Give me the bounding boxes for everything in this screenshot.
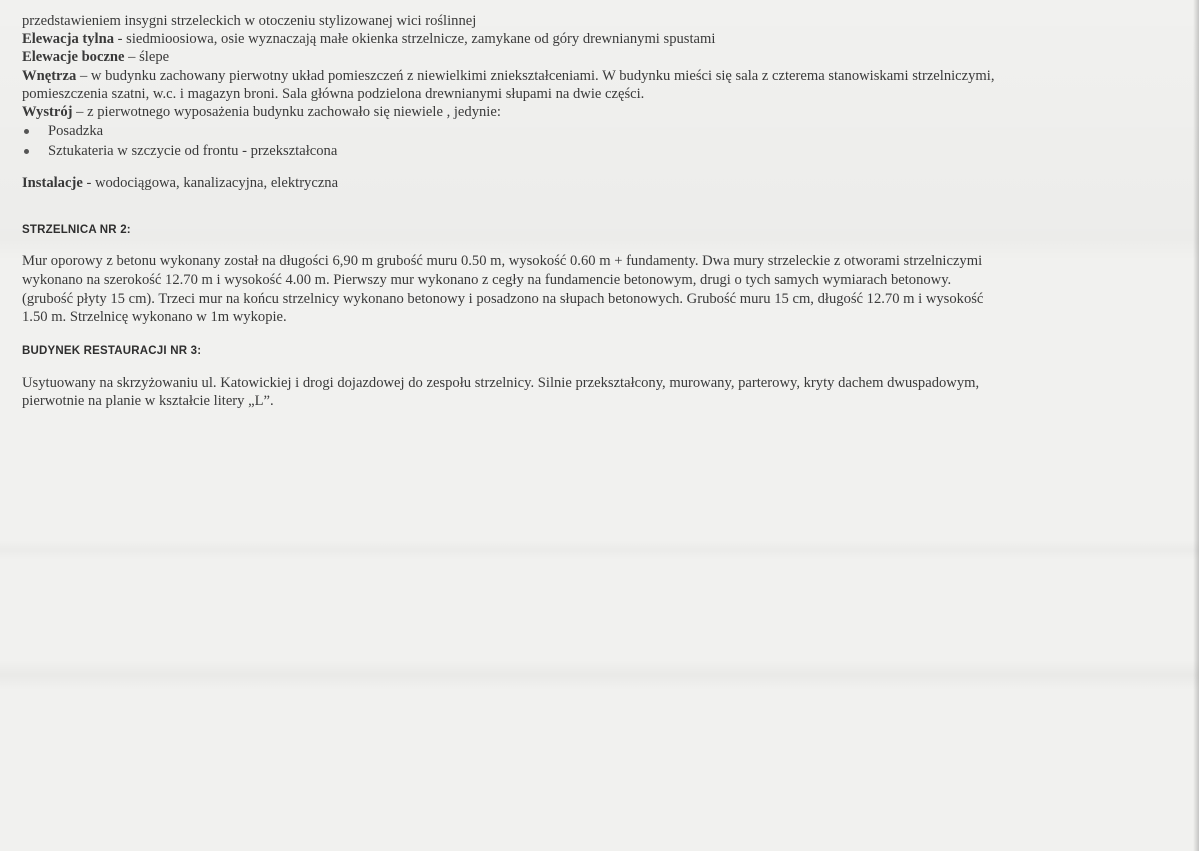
- wnetrza-line-2: [22, 85, 1082, 103]
- restauracja-paragraph: [22, 374, 1082, 411]
- document-content: [22, 12, 1082, 411]
- intro-text: przedstawieniem insygni strzeleckich w otoczeniu stylizowanej wici roślinnej: [22, 13, 477, 29]
- bullet-text: Sztukateria w szczycie od frontu - przekształcona: [48, 143, 338, 160]
- page-edge-shadow: [1193, 0, 1199, 851]
- section-heading-strzelnica: STRZELNICA NR 2:: [22, 224, 131, 237]
- elewacje-boczne-text: – ślepe: [124, 49, 170, 66]
- elewacje-boczne-line: [22, 48, 1082, 66]
- elewacja-tylna-text: - siedmioosiowa, osie wyznaczają małe okienka strzelnicze, zamykane od góry drewnianymi spustami: [114, 31, 716, 48]
- paragraph-line: wykonano na szerokość 12.70 m i wysokość 4.00 m. Pierwszy mur wykonano z cegły na fundamencie betonowym, drugi o tych samych wymiarach betonowy.: [22, 272, 952, 289]
- wystroj-label: Wystrój: [22, 104, 73, 121]
- bullet-icon: [24, 149, 29, 154]
- strzelnica-paragraph: [22, 252, 1082, 326]
- elewacje-boczne-label: Elewacje boczne: [22, 49, 125, 66]
- instalacje-line: [22, 174, 1082, 192]
- instalacje-text: - wodociągowa, kanalizacyjna, elektryczna: [82, 175, 339, 192]
- instalacje-label: Instalacje: [22, 175, 83, 192]
- wystroj-text: – z pierwotnego wyposażenia budynku zachowało się niewiele , jedynie:: [72, 104, 501, 121]
- intro-line: [22, 12, 1082, 30]
- bullet-text: Posadzka: [48, 123, 104, 140]
- bullet-icon: [24, 129, 29, 134]
- paragraph-line: Mur oporowy z betonu wykonany został na długości 6,90 m grubość muru 0.50 m, wysokość 0.60 m + fundamenty. Dwa mury strzeleckie z otworami strzelniczymi: [22, 253, 983, 270]
- paragraph-line: (grubość płyty 15 cm). Trzeci mur na końcu strzelnicy wykonano betonowy i posadzono na słupach betonowych. Grubość muru 15 cm, długość 12.70 m i wysokość: [22, 290, 984, 307]
- wnetrza-label: Wnętrza: [22, 67, 77, 84]
- bullet-item: [22, 121, 1082, 141]
- paragraph-line: Usytuowany na skrzyżowaniu ul. Katowickiej i drogi dojazdowej do zespołu strzelnicy. Silnie przekształcony, murowany, parterowy, kryty dachem dwuspadowym,: [22, 374, 980, 391]
- bullet-item: [22, 141, 1082, 161]
- wystroj-line: [22, 103, 1082, 121]
- section-heading-restauracja: BUDYNEK RESTAURACJI NR 3:: [22, 344, 202, 357]
- wnetrza-text-2: pomieszczenia szatni, w.c. i magazyn broni. Sala główna podzielona drewnianymi słupami na dwie części.: [22, 85, 645, 102]
- elewacja-tylna-label: Elewacja tylna: [22, 31, 115, 48]
- wnetrza-line: [22, 67, 1082, 85]
- paragraph-line: 1.50 m. Strzelnicę wykonano w 1m wykopie.: [22, 309, 287, 326]
- wnetrza-text: – w budynku zachowany pierwotny układ pomieszczeń z niewielkimi zniekształceniami. W budynku mieści się sala z czterema stanowiskami strzelniczymi,: [76, 67, 995, 84]
- paragraph-line: pierwotnie na planie w kształcie litery „L”.: [22, 393, 274, 410]
- elewacja-tylna-line: [22, 30, 1082, 48]
